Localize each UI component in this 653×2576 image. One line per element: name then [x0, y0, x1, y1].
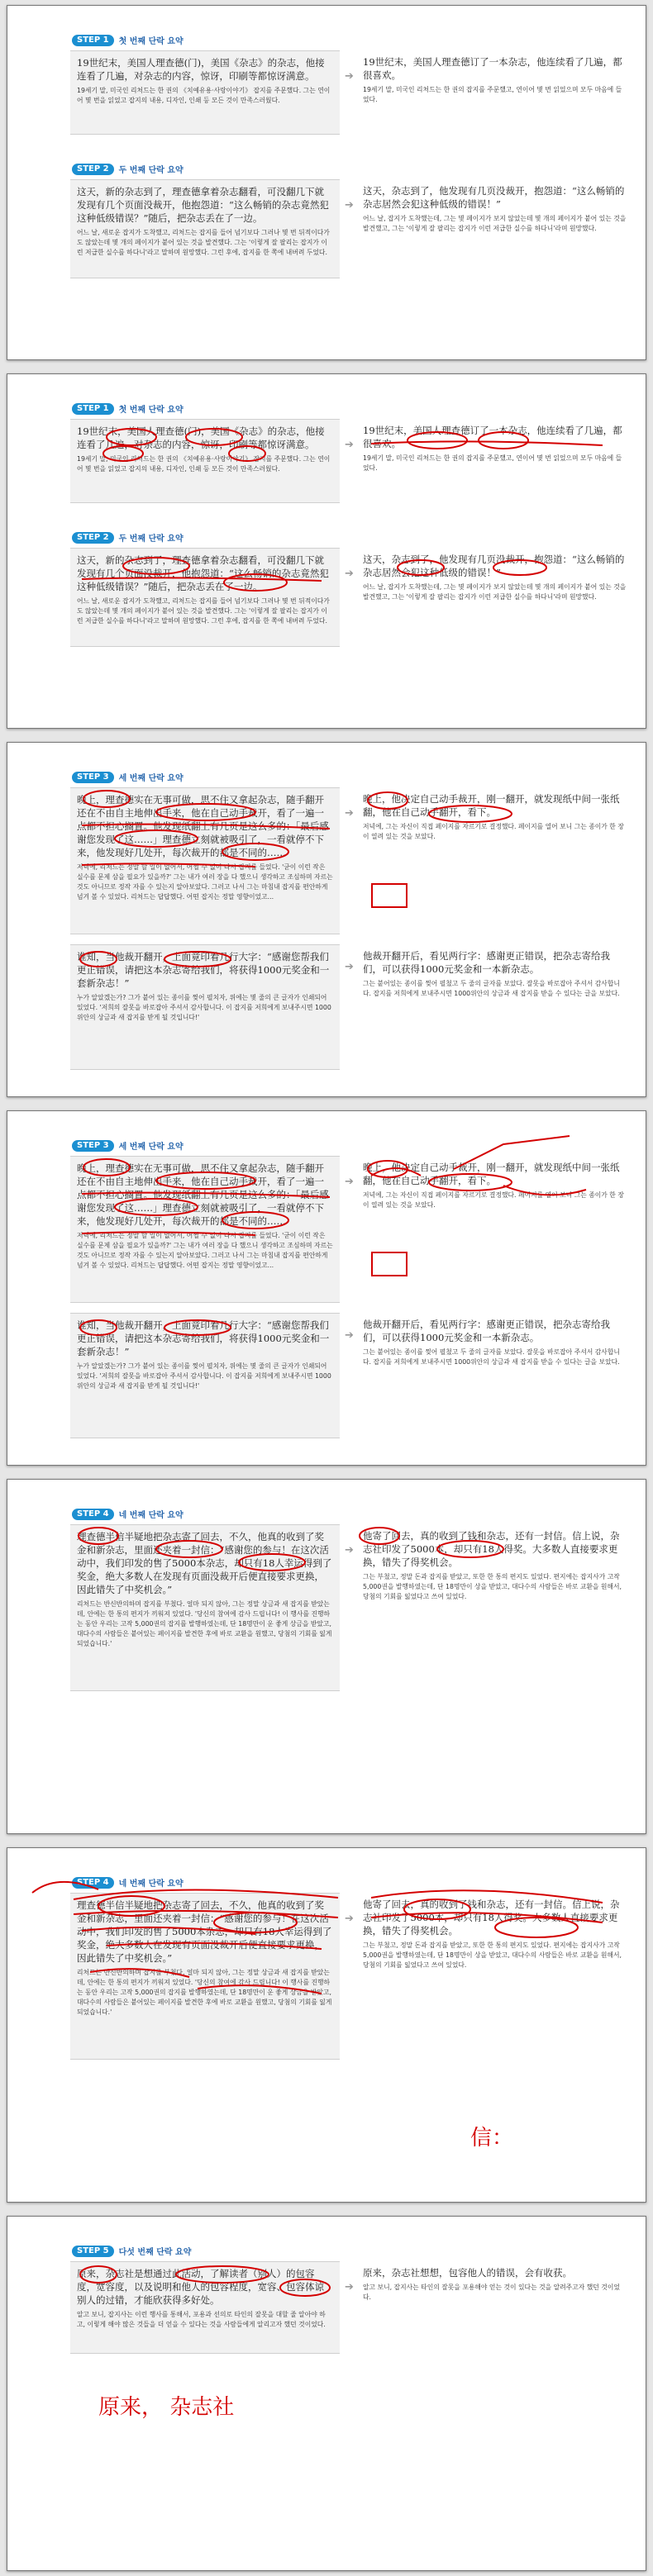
summary-chinese: 他寄了回去，真的收到了钱和杂志，还有一封信。信上说，杂志社印发了5000本，却只有18人得奖。大多数人直接要求更换，错失了得奖机会。 [363, 1530, 620, 1568]
korean-translation: 누가 알았겠는가? 그가 붙어 있는 종이를 찢어 펼치자, 위에는 몇 줄의 큰 글자가 인쇄되어 있었다. '저희의 잘못을 바로잡아 주셔서 감사합니다. 이 잡지를 저희에게 보내주시면 1000위안의 상금과 새 잡지를 받게 될 것입니다!' [77, 1362, 331, 1390]
summary-paragraph [363, 944, 627, 999]
korean-translation: 저녁에, 리처드는 정말 할 일이 없어서, 어쩔 수 없이 다시 잡지를 들었다. '굳이 이런 작은 실수를 문제 삼을 필요가 있을까?' 그는 내가 여러 장을 다 했으니 생각하고 조심하며 자르는 것도 아니므로 정작 자를 수 있는지 알아보았다. 그러고 나서 그는 마침내 잡지를 편안하게 넘겨 볼 수 있었다. 리처드는 답답했다. 어떤 잡지는 정말 영향이었고... [77, 1232, 333, 1269]
summary-chinese: 19世纪末，美国人理查德订了一本杂志，他连续看了几遍，都很喜欢。 [363, 425, 622, 449]
step-title: 네 번째 단락 요약 [118, 1511, 184, 1520]
step-badge: STEP 2 [72, 164, 114, 175]
step-badge: STEP 5 [72, 2246, 114, 2257]
source-paragraph [70, 1524, 340, 1691]
summary-korean: 어느 날, 잡지가 도착했는데, 그는 몇 페이지가 보지 않았는데 몇 개의 페이지가 붙어 있는 것을 발견했고, 그는 '이렇게 잘 팔리는 잡지가 이런 저급한 실수를 하다니'라며 원망했다. [363, 583, 627, 601]
summary-chinese: 这天，杂志到了，他发现有几页没裁开，抱怨道：“这么畅销的杂志居然会犯这种低级的错误！” [363, 185, 625, 210]
chinese-text: 谁知，当他裁开翻开，上面竟印着几行大字：“感谢您帮我们更正错误，请把这本杂志寄给我们，将获得1000元奖金和一套新杂志！” [77, 951, 330, 989]
summary-korean: 알고 보니, 잡지사는 타인의 잘못을 포용해야 얻는 것이 있다는 것을 알려주고자 했던 것이었다. [363, 2284, 620, 2301]
arrow-icon: ➔ [345, 568, 354, 580]
arrow-icon: ➔ [345, 439, 354, 451]
step-badge: STEP 3 [72, 1140, 114, 1152]
step-badge: STEP 3 [72, 772, 114, 783]
worksheet-page [7, 1847, 646, 2203]
korean-translation: 리처드는 반신반의하며 잡지를 부쳤다. 얼마 되지 않아, 그는 정말 상금과 새 잡지를 받았는데, 안에는 한 통의 편지가 끼워져 있었다. '당신의 참여에 감사 드립니다! 이 행사를 진행하는 동안 우리는 고작 5,000권의 잡지를 발행하였는데, 단 18명만이 운 좋게 상금을 받았고, 대다수의 사람들은 붙어있는 페이지를 발견한 후에 바로 교환을 원했고, 당첨의 기회를 잃게 되었습니다.' [77, 1600, 332, 1647]
summary-paragraph [363, 1156, 627, 1210]
step-title: 첫 번째 단락 요약 [118, 37, 184, 46]
summary-chinese: 他裁开翻开后，看见两行字：感谢更正错误，把杂志寄给我们，可以获得1000元奖金和一本新杂志。 [363, 950, 610, 975]
korean-translation: 알고 보니, 잡지사는 이런 행사를 통해서, 포용과 선의로 타인의 잘못을 대할 줄 알아야 하고, 이렇게 해야 많은 것들을 더 얻을 수 있다는 것을 사람들에게 알리고자 했던 것이었다. [77, 2311, 326, 2328]
summary-korean: 그는 부쳤고, 정말 돈과 잡지를 받았고, 또한 한 통의 편지도 있었다. 편지에는 잡지사가 고작 5,000권을 발행하였는데, 단 18명만이 상을 받았고, 대다수의 사람들은 바로 교환을 원해서, 당첨의 기회를 잃었다고 쓰여 있었다. [363, 1573, 622, 1600]
chinese-text: 谁知，当他裁开翻开，上面竟印着几行大字：“感谢您帮我们更正错误，请把这本杂志寄给我们，将获得1000元奖金和一套新杂志！” [77, 1319, 330, 1357]
korean-translation: 저녁에, 리처드는 정말 할 일이 없어서, 어쩔 수 없이 다시 잡지를 들었다. '굳이 이런 작은 실수를 문제 삼을 필요가 있을까?' 그는 내가 여러 장을 다 했으니 생각하고 조심하며 자르는 것도 아니므로 정작 자를 수 있는지 알아보았다. 그러고 나서 그는 마침내 잡지를 편안하게 넘겨 볼 수 있었다. 리처드는 답답했다. 어떤 잡지는 정말 영향이었고... [77, 863, 333, 901]
source-paragraph [70, 944, 340, 1070]
arrow-icon: ➔ [345, 961, 354, 973]
arrow-icon: ➔ [345, 1329, 354, 1342]
chinese-text: 这天，新的杂志到了，理查德拿着杂志翻看，可没翻几下就发现有几个页面没裁开，他抱怨道：“这么畅销的杂志竟然犯这种低级错误？”随后，把杂志丢在了一边。 [77, 554, 329, 592]
step-title: 두 번째 단락 요약 [118, 166, 184, 175]
summary-korean: 그는 부쳤고, 정말 돈과 잡지를 받았고, 또한 한 통의 편지도 있었다. 편지에는 잡지사가 고작 5,000권을 발행하였는데, 단 18명만이 상을 받았고, 대다수의 사람들은 바로 교환을 원해서, 당첨의 기회를 잃었다고 쓰여 있었다. [363, 1942, 622, 1969]
chinese-text: 原来，杂志社是想通过此活动，了解读者（别人）的包容度，宽容度，以及说明和他人的包容程度，宽容、包容体谅别人的过错，才能欣获得多好处。 [77, 2268, 324, 2306]
step-badge: STEP 4 [72, 1509, 114, 1520]
step-title: 세 번째 단락 요약 [118, 774, 184, 783]
summary-korean: 어느 날, 잡지가 도착했는데, 그는 몇 페이지가 보지 않았는데 몇 개의 페이지가 붙어 있는 것을 발견했고, 그는 '이렇게 잘 팔리는 잡지가 이런 저급한 실수를 하다니'라며 원망했다. [363, 215, 627, 232]
step-badge: STEP 1 [72, 35, 114, 46]
worksheet-page [7, 1479, 646, 1834]
handwritten-sketch [371, 883, 408, 908]
summary-paragraph [363, 1893, 627, 1970]
summary-chinese: 他裁开翻开后，看见两行字：感谢更正错误，把杂志寄给我们，可以获得1000元奖金和一本新杂志。 [363, 1319, 610, 1343]
korean-translation: 리처드는 반신반의하며 잡지를 부쳤다. 얼마 되지 않아, 그는 정말 상금과 새 잡지를 받았는데, 안에는 한 통의 편지가 끼워져 있었다. '당신의 참여에 감사 드립니다! 이 행사를 진행하는 동안 우리는 고작 5,000권의 잡지를 발행하였는데, 단 18명만이 운 좋게 상금을 받았고, 대다수의 사람들은 붙어있는 페이지를 발견한 후에 바로 교환을 원했고, 당첨의 기회를 잃게 되었습니다.' [77, 1969, 332, 2016]
korean-translation: 누가 알았겠는가? 그가 붙어 있는 종이를 찢어 펼치자, 위에는 몇 줄의 큰 글자가 인쇄되어 있었다. '저희의 잘못을 바로잡아 주셔서 감사합니다. 이 잡지를 저희에게 보내주시면 1000위안의 상금과 새 잡지를 받게 될 것입니다!' [77, 994, 331, 1021]
source-paragraph [70, 2261, 340, 2354]
step-title: 첫 번째 단락 요약 [118, 406, 184, 415]
source-paragraph [70, 419, 340, 503]
summary-korean: 저녁에, 그는 자신이 직접 페이지를 자르기로 결정했다. 페이지를 열어 보니 그는 종이가 한 장이 열려 있는 것을 보았다. [363, 823, 624, 840]
source-paragraph [70, 1313, 340, 1438]
chinese-text: 理查德半信半疑地把杂志寄了回去，不久，他真的收到了奖金和新杂志，里面还夹着一封信：“感谢您的参与！在这次活动中，我们印发的售了5000本杂志，却只有18人幸运得到了奖金，绝大多数人在发现有页面没裁开后便直接要求更换，因此错失了中奖机会。” [77, 1899, 332, 1964]
summary-korean: 저녁에, 그는 자신이 직접 페이지를 자르기로 결정했다. 페이지를 열어 보니 그는 종이가 한 장이 열려 있는 것을 보았다. [363, 1191, 624, 1209]
chinese-text: 19世纪末，美国人理查德(门)，美国《杂志》的杂志，他接连看了几遍，对杂志的内容，惊讶，印刷等都惊讶满意。 [77, 57, 325, 82]
chinese-text: 晚上，理查德实在无事可做，思不住又拿起杂志，随手翻开还在不由自主地伸出手来，他在自己动手裁开，看了一遍一点都不担心搁置。他发现纸翻上有几页是这么多的：「最后感谢您发现了这……」理查德立刻就被吸引了，一看就停不下来，他发现好几处开，每次裁开的都是不同的…… [77, 794, 329, 858]
source-paragraph [70, 50, 340, 135]
summary-paragraph [363, 1313, 627, 1367]
source-paragraph [70, 787, 340, 934]
summary-paragraph [363, 2261, 627, 2303]
chinese-text: 这天，新的杂志到了，理查德拿着杂志翻看，可没翻几下就发现有几个页面没裁开，他抱怨道：“这么畅销的杂志竟然犯这种低级错误？”随后，把杂志丢在了一边。 [77, 186, 329, 224]
summary-paragraph [363, 548, 627, 602]
step-title: 세 번째 단락 요약 [118, 1143, 184, 1152]
worksheet-page [7, 373, 646, 729]
worksheet-page [7, 2216, 646, 2571]
summary-paragraph [363, 787, 627, 842]
korean-translation: 19세기 말, 미국인 리처드는 한 권의 《치예유용·사랑이야기》 잡지를 주문했다. 그는 연이어 몇 번을 읽었고 잡지의 내용, 디자인, 인쇄 등 모든 것이 만족스러웠다. [77, 87, 331, 104]
arrow-icon: ➔ [345, 1913, 354, 1925]
handwritten-note: 信： [470, 2126, 514, 2151]
handwritten-sketch [371, 1252, 408, 1276]
arrow-icon: ➔ [345, 2281, 354, 2293]
summary-paragraph [363, 179, 627, 234]
summary-korean: 19세기 말, 미국인 리처드는 한 권의 잡지를 주문했고, 연이어 몇 번 읽었으며 모두 마음에 들었다. [363, 454, 622, 472]
chinese-text: 19世纪末，美国人理查德(门)，美国《杂志》的杂志，他接连看了几遍，对杂志的内容，惊讶，印刷等都惊讶满意。 [77, 425, 325, 450]
arrow-icon: ➔ [345, 199, 354, 211]
step-title: 두 번째 단락 요약 [118, 535, 184, 544]
handwritten-note: 原来， 杂志社 [98, 2395, 235, 2420]
step-badge: STEP 4 [72, 1877, 114, 1889]
korean-translation: 어느 날, 새로운 잡지가 도착했고, 리처드는 잡지를 들어 넘기보다 그러나 몇 번 뒤적이다가도 않았는데 몇 개의 페이지가 붙어 있는 것을 발견했다. 그는 '이렇게 잘 팔리는 잡지가 이런 저급한 실수를 하다니'라고 말하며 원망했다. 그런 후에, 잡지를 한 쪽에 내버려 두었다. [77, 229, 330, 256]
arrow-icon: ➔ [345, 1176, 354, 1188]
arrow-icon: ➔ [345, 807, 354, 820]
summary-chinese: 这天，杂志到了，他发现有几页没裁开，抱怨道：“这么畅销的杂志居然会犯这种低级的错误！” [363, 554, 625, 578]
summary-korean: 그는 붙어있는 종이를 찢어 펼쳤고 두 줄의 글자를 보았다. 잘못을 바로잡아 주셔서 감사합니다. 잡지를 저희에게 보내주시면 1000위안의 상금과 새 잡지를 받을 수 있다는 글을 보았다. [363, 1348, 620, 1366]
korean-translation: 어느 날, 새로운 잡지가 도착했고, 리처드는 잡지를 들어 넘기보다 그러나 몇 번 뒤적이다가도 않았는데 몇 개의 페이지가 붙어 있는 것을 발견했다. 그는 '이렇게 잘 팔리는 잡지가 이런 저급한 실수를 하다니'라고 말하며 원망했다. 그런 후에, 잡지를 한 쪽에 내버려 두었다. [77, 597, 330, 625]
summary-chinese: 他寄了回去，真的收到了钱和杂志，还有一封信。信上说，杂志社印发了5000本，却只有18人得奖。大多数人直接要求更换，错失了得奖机会。 [363, 1899, 620, 1937]
summary-paragraph [363, 419, 627, 473]
source-paragraph [70, 1893, 340, 2060]
summary-paragraph [363, 50, 627, 105]
source-paragraph [70, 548, 340, 647]
worksheet-page [7, 5, 646, 360]
chinese-text: 晚上，理查德实在无事可做，思不住又拿起杂志，随手翻开还在不由自主地伸出手来，他在自己动手裁开，看了一遍一点都不担心搁置。他发现纸翻上有几页是这么多的：「最后感谢您发现了这……」理查德立刻就被吸引了，一看就停不下来，他发现好几处开，每次裁开的都是不同的…… [77, 1162, 329, 1227]
chinese-text: 理查德半信半疑地把杂志寄了回去，不久，他真的收到了奖金和新杂志，里面还夹着一封信：“感谢您的参与！在这次活动中，我们印发的售了5000本杂志，却只有18人幸运得到了奖金，绝大多数人在发现有页面没裁开后便直接要求更换，因此错失了中奖机会。” [77, 1531, 332, 1595]
step-title: 네 번째 단락 요약 [118, 1880, 184, 1889]
summary-chinese: 晚上，他决定自己动手裁开，刚一翻开，就发现纸中间一张纸翻，他在自己动手翻开，看下。 [363, 1162, 620, 1186]
summary-chinese: 19世纪末，美国人理查德订了一本杂志，他连续看了几遍，都很喜欢。 [363, 56, 622, 81]
arrow-icon: ➔ [345, 70, 354, 83]
source-paragraph [70, 179, 340, 278]
step-title: 다섯 번째 단락 요약 [118, 2248, 192, 2257]
korean-translation: 19세기 말, 미국인 리처드는 한 권의 《치예유용·사랑이야기》 잡지를 주문했다. 그는 연이어 몇 번을 읽었고 잡지의 내용, 디자인, 인쇄 등 모든 것이 만족스러웠다. [77, 455, 331, 473]
summary-chinese: 原来，杂志社想想，包容他人的错误，会有收获。 [363, 2267, 572, 2279]
source-paragraph [70, 1156, 340, 1303]
worksheet-page [7, 1110, 646, 1466]
summary-korean: 19세기 말, 미국인 리처드는 한 권의 잡지를 주문했고, 연이어 몇 번 읽었으며 모두 마음에 들었다. [363, 86, 622, 103]
step-badge: STEP 2 [72, 532, 114, 544]
arrow-icon: ➔ [345, 1544, 354, 1557]
summary-korean: 그는 붙어있는 종이를 찢어 펼쳤고 두 줄의 글자를 보았다. 잘못을 바로잡아 주셔서 감사합니다. 잡지를 저희에게 보내주시면 1000위안의 상금과 새 잡지를 받을 수 있다는 글을 보았다. [363, 980, 620, 997]
summary-paragraph [363, 1524, 627, 1602]
step-badge: STEP 1 [72, 403, 114, 415]
worksheet-page [7, 742, 646, 1097]
summary-chinese: 晚上，他决定自己动手裁开，刚一翻开，就发现纸中间一张纸翻，他在自己动手翻开，看下。 [363, 793, 620, 818]
